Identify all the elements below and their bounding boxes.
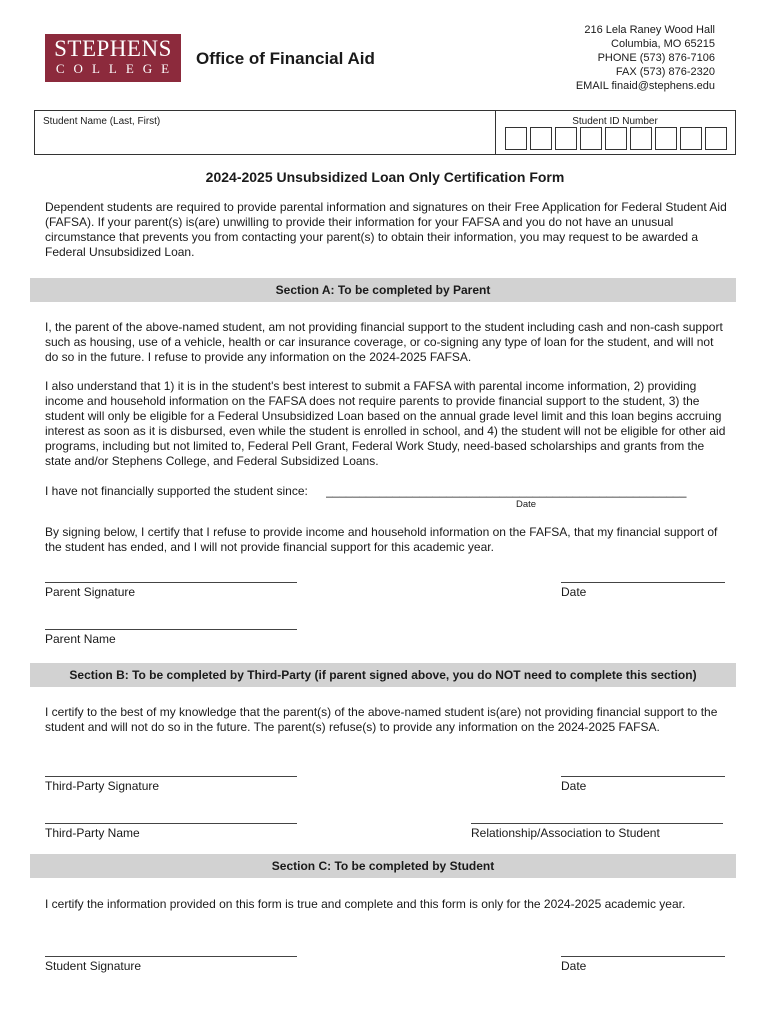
section-a-para3: By signing below, I certify that I refuse to provide income and household information on the FAFSA, that my financial support of the student has ended, and I will not provide financial support for this academic year.: [45, 525, 718, 554]
third-party-name-line[interactable]: [45, 823, 297, 824]
section-a-para1: I, the parent of the above-named student, am not providing financial support to the student including cash and non-cash support such as housing, use of a vehicle, health or car insurance coverage, or co-signing any type of loan for the student, and will not do so in the future. I refuse to provide any information on the 2024-2025 FAFSA.: [45, 320, 723, 364]
id-digit-cell[interactable]: [705, 127, 727, 150]
parent-name-line[interactable]: [45, 629, 297, 630]
section-b-heading: Section B: To be completed by Third-Party (if parent signed above, you do NOT need to complete this section): [30, 663, 736, 687]
address-block: [576, 23, 715, 93]
section-c-para: I certify the information provided on this form is true and complete and this form is only for the 2024-2025 academic year.: [45, 897, 686, 911]
id-digit-cell[interactable]: [505, 127, 527, 150]
address-line2: Columbia, MO 65215: [611, 38, 715, 50]
phone: PHONE (573) 876-7106: [597, 52, 715, 64]
logo-line1: STEPHENS: [54, 36, 172, 61]
id-digit-cell[interactable]: [555, 127, 577, 150]
section-b-para: I certify to the best of my knowledge that the parent(s) of the above-named student is(are) not providing financial support to the student and will not do so in the future. The parent(s) refuse(s) to provide any information on the 2024-2025 FAFSA.: [45, 705, 718, 734]
student-date-line[interactable]: [561, 956, 725, 957]
section-c-heading: Section C: To be completed by Student: [30, 854, 736, 878]
logo-line2: COLLEGE: [55, 61, 179, 76]
student-name-label: Student Name (Last, First): [43, 116, 161, 127]
relationship-line[interactable]: [471, 823, 723, 824]
third-party-name-label: Third-Party Name: [45, 826, 140, 840]
third-party-signature-label: Third-Party Signature: [45, 779, 160, 793]
address-line1: 216 Lela Raney Wood Hall: [584, 24, 715, 36]
student-signature-line[interactable]: [45, 956, 297, 957]
form-title: 2024-2025 Unsubsidized Loan Only Certification Form: [205, 169, 565, 185]
parent-signature-label: Parent Signature: [45, 585, 136, 599]
id-digit-cell[interactable]: [655, 127, 677, 150]
parent-date-label: Date: [561, 585, 587, 599]
third-party-date-label: Date: [561, 779, 587, 793]
parent-signature-line[interactable]: [45, 582, 297, 583]
parent-name-label: Parent Name: [45, 632, 116, 646]
relationship-label: Relationship/Association to Student: [471, 826, 660, 840]
student-info-box: [34, 110, 736, 155]
college-logo: [45, 34, 181, 82]
third-party-date-line[interactable]: [561, 776, 725, 777]
support-since-blank[interactable]: ______________________________________________________: [326, 484, 687, 498]
fax: FAX (573) 876-2320: [615, 66, 715, 78]
student-id-cells: [505, 127, 730, 150]
section-a-para2: I also understand that 1) it is in the student's best interest to submit a FAFSA with parental income information, 2) providing income and household information on the FAFSA does not require parents to provide financial support to the student, 3) the student will only be eligible for a Federal Unsubsidized Loan based on the annual grade level limit and this loan begins accruing interest as soon as it is disbursed, even while the student is enrolled in school, and 4) the student will not be eligible for other aid programs, including but not limited to, Federal Pell Grant, Federal Work Study, need-based scholarships and grants from the state and/or Stephens College, and Federal Subsidized Loans.: [45, 379, 726, 468]
support-since-date-caption: Date: [516, 499, 537, 510]
intro-paragraph: Dependent students are required to provide parental information and signatures on their Free Application for Federal Student Aid (FAFSA). If your parent(s) is(are) unwilling to provide their information for your FAFSA and you do not have an unusual circumstance that prevents you from contacting your parent(s) to obtain their information, you may request to be awarded a Federal Unsubsidized Loan.: [45, 200, 727, 259]
email: EMAIL finaid@stephens.edu: [575, 80, 715, 92]
id-digit-cell[interactable]: [605, 127, 627, 150]
student-signature-label: Student Signature: [45, 959, 142, 973]
third-party-signature-line[interactable]: [45, 776, 297, 777]
id-digit-cell[interactable]: [630, 127, 652, 150]
student-date-label: Date: [561, 959, 587, 973]
student-id-label: Student ID Number: [572, 116, 658, 127]
parent-date-line[interactable]: [561, 582, 725, 583]
id-digit-cell[interactable]: [680, 127, 702, 150]
office-title: Office of Financial Aid: [196, 49, 375, 68]
id-digit-cell[interactable]: [580, 127, 602, 150]
support-since-label: I have not financially supported the student since:: [45, 484, 308, 498]
id-digit-cell[interactable]: [530, 127, 552, 150]
section-a-heading: Section A: To be completed by Parent: [30, 278, 736, 302]
